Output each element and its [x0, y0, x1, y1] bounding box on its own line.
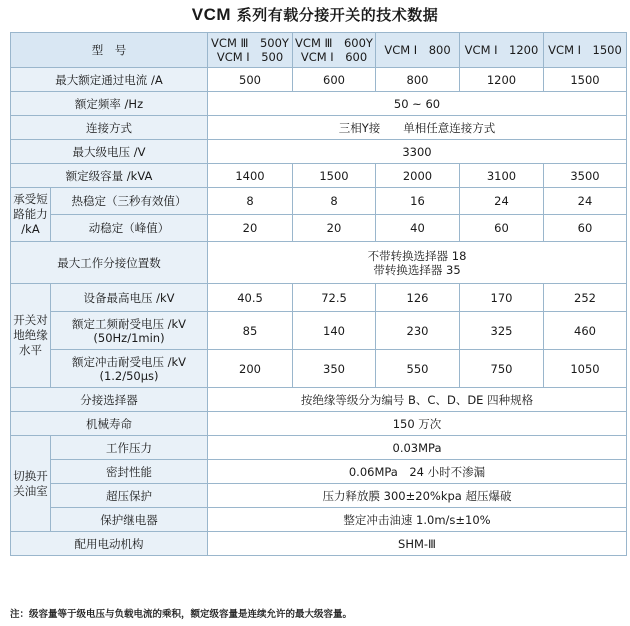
page-title: VCM 系列有载分接开关的技术数据	[191, 5, 439, 24]
row-label: 额定频率 /Hz	[11, 92, 208, 116]
cell: 压力释放膜 300±20%kpa 超压爆破	[208, 484, 627, 508]
cell: 170	[460, 284, 544, 312]
table-row	[11, 92, 627, 116]
cell: 按绝缘等级分为编号 B、C、D、DE 四种规格	[208, 388, 627, 412]
cell: 200	[208, 350, 293, 388]
cell: 整定冲击油速 1.0m/s±10%	[208, 508, 627, 532]
table-row	[11, 68, 627, 92]
footnote: 注：级容量等于级电压与负载电流的乘积，额定级容量是连续允许的最大级容量。	[10, 609, 353, 620]
model-cell: VCM Ⅰ 1200	[460, 33, 544, 68]
row-label: 设备最高电压 /kV	[51, 284, 208, 312]
row-label: 工作压力	[51, 436, 208, 460]
table-row	[11, 532, 627, 556]
cell: 460	[544, 312, 627, 350]
cell: 2000	[376, 164, 460, 188]
row-label: 配用电动机构	[11, 532, 208, 556]
row-label: 热稳定（三秒有效值）	[51, 188, 208, 215]
group-label: 开关对地绝缘水平	[11, 284, 51, 388]
table-row	[11, 116, 627, 140]
cell: 3300	[208, 140, 627, 164]
row-label: 最大额定通过电流 /A	[11, 68, 208, 92]
table-row	[11, 188, 627, 215]
cell: 20	[293, 215, 376, 242]
cell: 1400	[208, 164, 293, 188]
table-row	[11, 436, 627, 460]
cell: 16	[376, 188, 460, 215]
table-row	[11, 140, 627, 164]
spec-table	[10, 32, 627, 556]
cell: 60	[544, 215, 627, 242]
model-cell: VCM Ⅰ 800	[376, 33, 460, 68]
cell: 24	[544, 188, 627, 215]
cell: 40	[376, 215, 460, 242]
cell: 325	[460, 312, 544, 350]
cell: 60	[460, 215, 544, 242]
cell: 0.06MPa 24 小时不渗漏	[208, 460, 627, 484]
cell: 150 万次	[208, 412, 627, 436]
row-label: 额定冲击耐受电压 /kV (1.2/50μs)	[51, 350, 208, 388]
cell: 8	[208, 188, 293, 215]
table-row	[11, 242, 627, 284]
cell: 8	[293, 188, 376, 215]
cell: 230	[376, 312, 460, 350]
group-label: 承受短路能力 /kA	[11, 188, 51, 242]
cell: 750	[460, 350, 544, 388]
cell: 140	[293, 312, 376, 350]
row-label: 密封性能	[51, 460, 208, 484]
row-label: 最大工作分接位置数	[11, 242, 208, 284]
cell: 20	[208, 215, 293, 242]
cell: 40.5	[208, 284, 293, 312]
row-label: 动稳定（峰值）	[51, 215, 208, 242]
cell: 252	[544, 284, 627, 312]
row-label: 连接方式	[11, 116, 208, 140]
model-label: 型 号	[11, 33, 208, 68]
table-row	[11, 215, 627, 242]
cell: 1200	[460, 68, 544, 92]
table-row	[11, 388, 627, 412]
cell: SHM-Ⅲ	[208, 532, 627, 556]
cell: 1500	[293, 164, 376, 188]
row-label: 机械寿命	[11, 412, 208, 436]
table-row	[11, 484, 627, 508]
table-row	[11, 460, 627, 484]
group-label: 切换开关油室	[11, 436, 51, 532]
cell: 72.5	[293, 284, 376, 312]
table-row	[11, 164, 627, 188]
table-row	[11, 312, 627, 350]
cell: 3500	[544, 164, 627, 188]
model-cell: VCM Ⅰ 1500	[544, 33, 627, 68]
row-label: 额定工频耐受电压 /kV (50Hz/1min)	[51, 312, 208, 350]
table-row	[11, 412, 627, 436]
row-label: 最大级电压 /V	[11, 140, 208, 164]
cell: 0.03MPa	[208, 436, 627, 460]
table-row	[11, 284, 627, 312]
cell: 50 ~ 60	[208, 92, 627, 116]
cell: 350	[293, 350, 376, 388]
table-row	[11, 508, 627, 532]
row-label: 额定级容量 /kVA	[11, 164, 208, 188]
cell: 550	[376, 350, 460, 388]
cell: 500	[208, 68, 293, 92]
row-label: 保护继电器	[51, 508, 208, 532]
table-row	[11, 350, 627, 388]
cell: 三相Y接 单相任意连接方式	[208, 116, 627, 140]
model-cell: VCM Ⅲ 500Y VCM Ⅰ 500	[208, 33, 293, 68]
row-label: 分接选择器	[11, 388, 208, 412]
cell: 600	[293, 68, 376, 92]
cell: 24	[460, 188, 544, 215]
cell: 85	[208, 312, 293, 350]
cell: 不带转换选择器 18 带转换选择器 35	[208, 242, 627, 284]
cell: 800	[376, 68, 460, 92]
cell: 3100	[460, 164, 544, 188]
header-row	[11, 33, 627, 68]
cell: 1050	[544, 350, 627, 388]
model-cell: VCM Ⅲ 600Y VCM Ⅰ 600	[293, 33, 376, 68]
row-label: 超压保护	[51, 484, 208, 508]
cell: 1500	[544, 68, 627, 92]
cell: 126	[376, 284, 460, 312]
